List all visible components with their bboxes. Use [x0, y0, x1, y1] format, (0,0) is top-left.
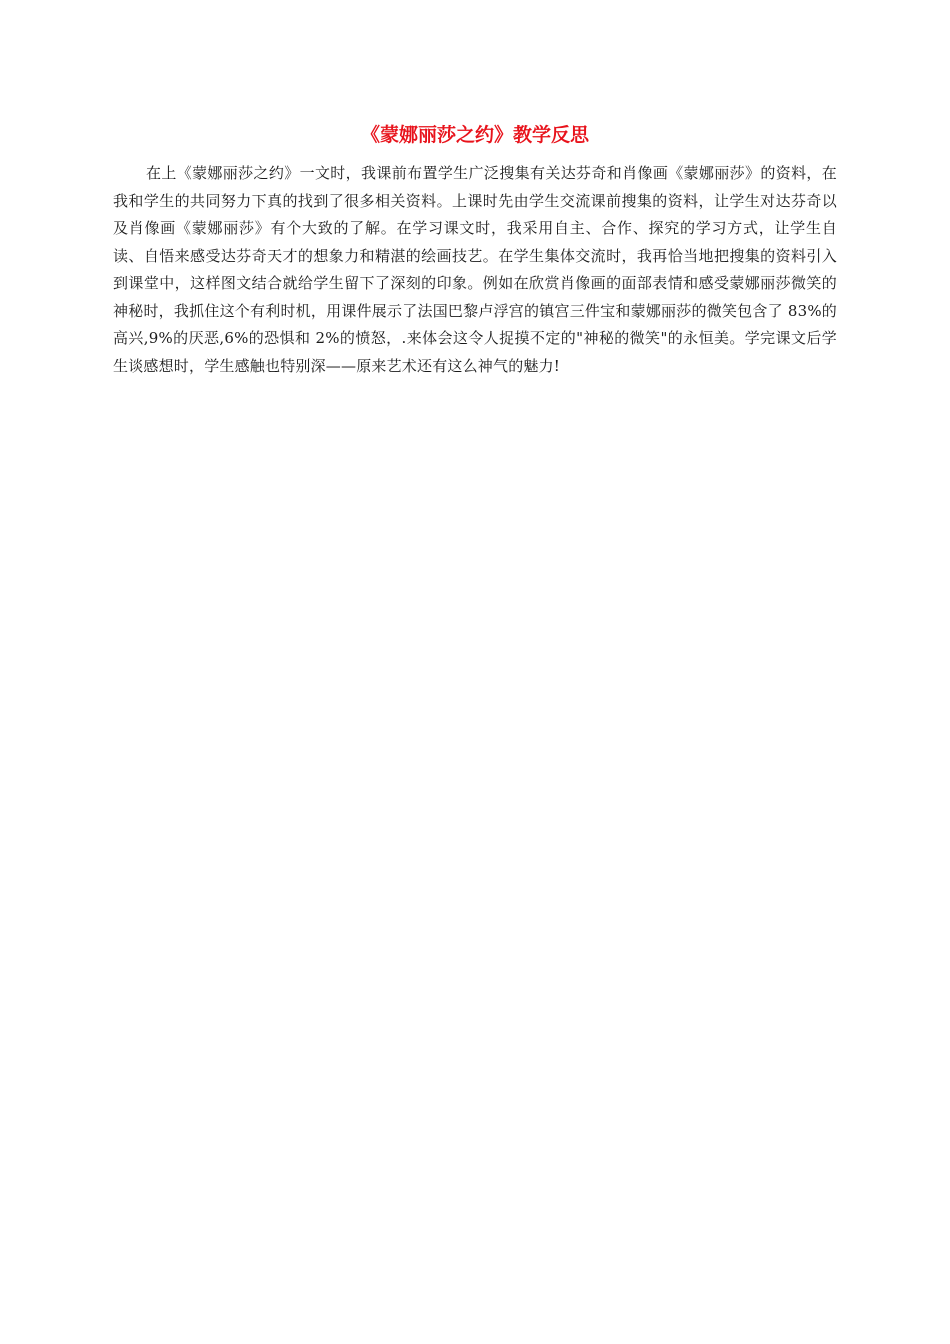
document-paragraph: 在上《蒙娜丽莎之约》一文时，我课前布置学生广泛搜集有关达芬奇和肖像画《蒙娜丽莎》的资料，在我和学生的共同努力下真的找到了很多相关资料。上课时先由学生交流课前搜集的资料，让学生对达芬奇以及肖像画《蒙娜丽莎》有个大致的了解。在学习课文时，我采用自主、合作、探究的学习方式，让学生自读、自悟来感受达芬奇天才的想象力和精湛的绘画技艺。在学生集体交流时，我再恰当地把搜集的资料引入到课堂中，这样图文结合就给学生留下了深刻的印象。例如在欣赏肖像画的面部表情和感受蒙娜丽莎微笑的神秘时，我抓住这个有利时机，用课件展示了法国巴黎卢浮宫的镇宫三件宝和蒙娜丽莎的微笑包含了 83%的高兴,9%的厌恶,6%的恐惧和 2%的愤怒，.来体会这令人捉摸不定的"神秘的微笑"的永恒美。学完课文后学生谈感想时，学生感触也特别深——原来艺术还有这么神气的魅力!: [113, 164, 837, 375]
document-title: 《蒙娜丽莎之约》教学反思: [360, 124, 589, 146]
